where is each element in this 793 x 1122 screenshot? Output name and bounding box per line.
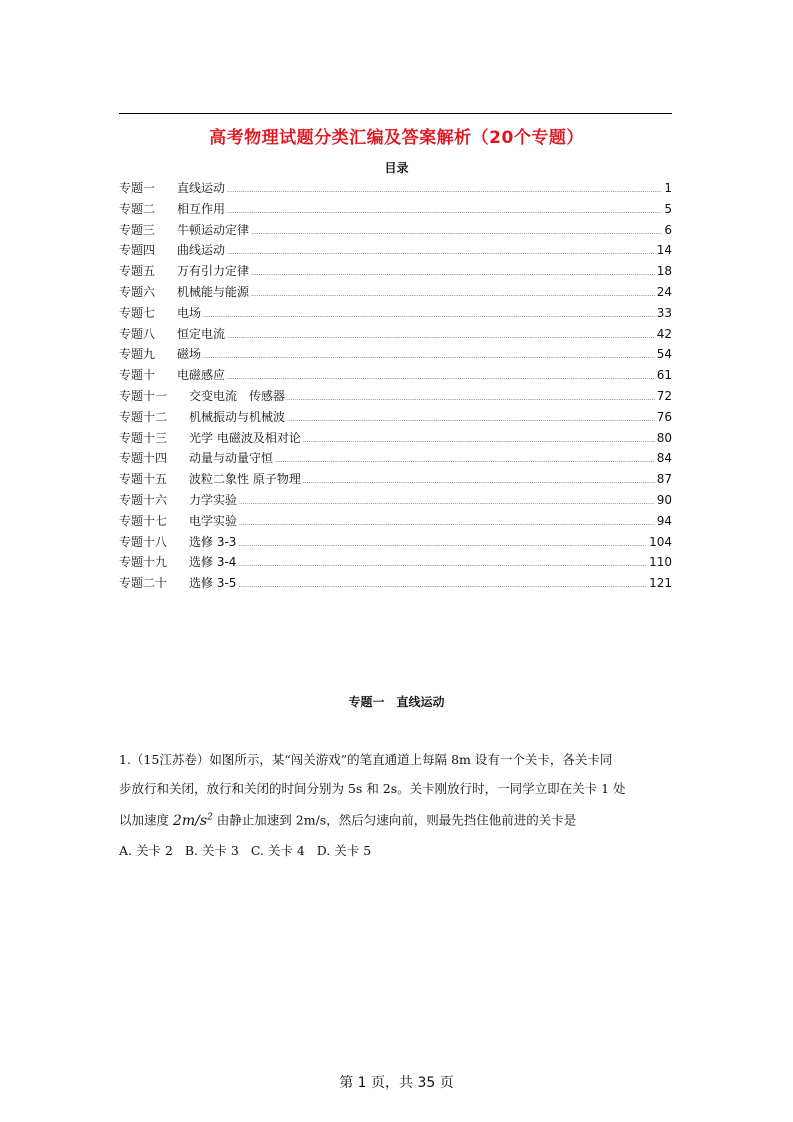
option-b: B. 关卡 3 (184, 842, 239, 858)
toc-leader-dots (303, 431, 655, 452)
toc-entry-page: 54 (656, 347, 672, 362)
toc-entry[interactable] (119, 282, 672, 303)
toc-leader-dots (238, 555, 647, 576)
toc-entry-page: 90 (656, 492, 672, 507)
toc-entry[interactable] (119, 261, 672, 282)
toc-entry-title: 直线运动 (177, 181, 226, 195)
toc-entry-label: 专题十 (119, 368, 156, 383)
toc-entry[interactable] (119, 303, 672, 324)
toc-leader-dots (238, 576, 647, 597)
toc-heading: 目录 (384, 161, 409, 175)
toc-entry-page: 76 (656, 409, 672, 424)
toc-entry[interactable] (119, 532, 672, 553)
toc-entry-title: 选修 3-5 (189, 576, 237, 591)
toc-entry-page: 72 (656, 388, 672, 403)
toc-entry[interactable] (119, 511, 672, 532)
toc-entry[interactable] (119, 490, 672, 511)
toc-entry[interactable] (119, 552, 672, 573)
question-text: 以加速度 (119, 812, 173, 828)
document-title: 高考物理试题分类汇编及答案解析（20个专题） (209, 128, 584, 148)
toc-entry-label: 专题十二 (119, 409, 168, 424)
toc-entry-page: 5 (664, 201, 672, 216)
toc-entry-title: 电场 (177, 305, 202, 320)
toc-entry-page: 14 (656, 243, 672, 258)
toc-entry-title: 恒定电流 (177, 326, 226, 341)
toc-entry-label: 专题七 (119, 305, 156, 320)
toc-entry-title: 机械振动与机械波 (189, 409, 286, 424)
toc-entry-title: 选修 3-3 (189, 534, 237, 549)
toc-leader-dots (203, 347, 655, 368)
toc-entry-title: 波粒二象性 原子物理 (189, 472, 301, 487)
toc-entry-page: 121 (649, 576, 672, 591)
question-text: 由静止加速到 2m/s，然后匀速向前，则最先挡住他前进的关卡是 (212, 812, 577, 828)
toc-leader-dots (275, 451, 655, 472)
page-footer: 第 1 页，共 35 页 (339, 1075, 454, 1091)
toc-entry-label: 专题二十 (119, 576, 168, 591)
toc-leader-dots (227, 368, 655, 389)
toc-entry-page: 42 (656, 326, 672, 341)
toc-entry-title: 选修 3-4 (189, 555, 237, 570)
toc-leader-dots (303, 472, 655, 493)
toc-leader-dots (227, 181, 662, 202)
toc-entry-label: 专题五 (119, 264, 156, 279)
question-1 (119, 745, 679, 865)
toc-entry[interactable] (119, 386, 672, 407)
toc-entry-page: 6 (664, 222, 672, 237)
toc-entry-page: 1 (664, 181, 672, 195)
toc-entry-title: 曲线运动 (177, 243, 226, 258)
toc-entry-page: 104 (649, 534, 672, 549)
toc-entry-title: 交变电流 传感器 (189, 388, 286, 403)
toc-entry-label: 专题六 (119, 284, 156, 299)
toc-entry-label: 专题十一 (119, 388, 168, 403)
toc-leader-dots (238, 535, 647, 556)
toc-leader-dots (227, 202, 662, 223)
answer-options (119, 836, 679, 865)
table-of-contents (119, 178, 672, 594)
toc-entry[interactable] (119, 324, 672, 345)
toc-entry-title: 电磁感应 (177, 368, 226, 383)
toc-entry-title: 电学实验 (189, 513, 238, 528)
toc-leader-dots (251, 285, 655, 306)
toc-entry-label: 专题十八 (119, 534, 168, 549)
question-line (119, 803, 679, 836)
toc-entry-label: 专题一 (119, 181, 156, 195)
acceleration-formula (173, 813, 213, 829)
toc-entry[interactable] (119, 407, 672, 428)
toc-entry-page: 24 (656, 284, 672, 299)
toc-entry[interactable] (119, 469, 672, 490)
section-title: 专题一 直线运动 (348, 695, 445, 709)
toc-entry[interactable] (119, 199, 672, 220)
toc-entry-page: 94 (656, 513, 672, 528)
toc-entry-label: 专题九 (119, 347, 156, 362)
toc-entry-label: 专题十七 (119, 513, 168, 528)
toc-entry-label: 专题二 (119, 201, 156, 216)
toc-entry[interactable] (119, 448, 672, 469)
toc-entry-page: 80 (656, 430, 672, 445)
toc-leader-dots (251, 264, 655, 285)
toc-entry-page: 110 (649, 555, 672, 570)
toc-entry-title: 机械能与能源 (177, 284, 250, 299)
toc-leader-dots (287, 410, 655, 431)
toc-entry-title: 光学 电磁波及相对论 (189, 430, 301, 445)
question-line: 步放行和关闭，放行和关闭的时间分别为 5s 和 2s。关卡刚放行时，一同学立即在关卡 1 处 (119, 781, 626, 796)
toc-entry-label: 专题十五 (119, 472, 168, 487)
toc-entry-title: 牛顿运动定律 (177, 222, 250, 237)
toc-entry-label: 专题八 (119, 326, 156, 341)
toc-entry-label: 专题十三 (119, 430, 168, 445)
toc-entry-label: 专题十四 (119, 451, 168, 466)
toc-entry[interactable] (119, 428, 672, 449)
toc-entry-title: 磁场 (177, 347, 202, 362)
option-d: D. 关卡 5 (316, 842, 372, 858)
formula-exponent: 2 (207, 812, 213, 822)
toc-entry-label: 专题十六 (119, 492, 168, 507)
toc-entry-page: 84 (656, 451, 672, 466)
header-rule (119, 113, 672, 114)
toc-entry-label: 专题四 (119, 243, 156, 258)
toc-entry[interactable] (119, 240, 672, 261)
toc-entry[interactable] (119, 178, 672, 199)
toc-entry-label: 专题十九 (119, 555, 168, 570)
toc-entry[interactable] (119, 365, 672, 386)
toc-leader-dots (239, 514, 655, 535)
option-a: A. 关卡 2 (119, 842, 173, 858)
toc-entry-page: 33 (656, 305, 672, 320)
toc-entry-page: 61 (656, 368, 672, 383)
toc-entry-title: 力学实验 (189, 492, 238, 507)
toc-leader-dots (287, 389, 655, 410)
toc-entry[interactable] (119, 573, 672, 594)
toc-entry-page: 87 (656, 472, 672, 487)
option-c: C. 关卡 4 (250, 842, 305, 858)
toc-leader-dots (251, 223, 662, 244)
toc-entry[interactable] (119, 220, 672, 241)
toc-entry-label: 专题三 (119, 222, 156, 237)
toc-entry-title: 万有引力定律 (177, 264, 250, 279)
toc-leader-dots (203, 306, 655, 327)
toc-entry-page: 18 (656, 264, 672, 279)
toc-entry-title: 相互作用 (177, 201, 226, 216)
toc-entry-title: 动量与动量守恒 (189, 451, 274, 466)
toc-leader-dots (239, 493, 655, 514)
question-line: 1.（15江苏卷）如图所示，某“闯关游戏”的笔直通道上每隔 8m 设有一个关卡，各关卡同 (119, 752, 613, 767)
toc-leader-dots (227, 327, 655, 348)
formula-base: 2m/s (172, 812, 208, 829)
toc-entry[interactable] (119, 344, 672, 365)
toc-leader-dots (227, 243, 655, 264)
